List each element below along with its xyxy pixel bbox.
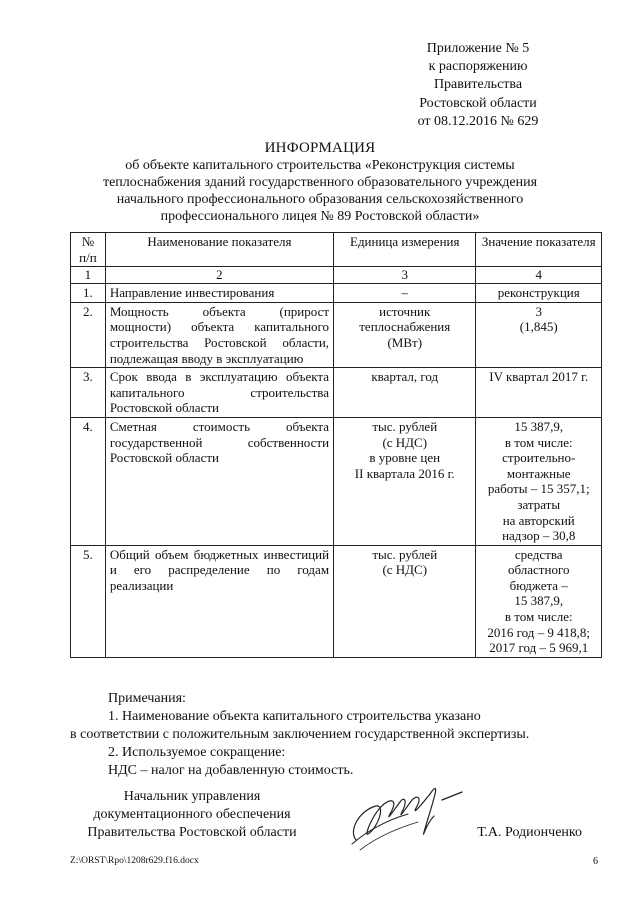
row-value: средства областного бюджета – 15 387,9, в том числе: 2016 год – 9 418,8; 2017 год – 5 969,1 bbox=[476, 545, 602, 657]
row-name: Направление инвестирования bbox=[105, 284, 333, 303]
column-number-row bbox=[71, 267, 602, 284]
row-value: 3 (1,845) bbox=[476, 302, 602, 367]
title-heading: ИНФОРМАЦИЯ bbox=[264, 140, 376, 156]
appendix-line: к распоряжению bbox=[428, 59, 528, 75]
row-unit: – bbox=[334, 284, 476, 303]
document-title bbox=[70, 140, 570, 225]
table-row bbox=[71, 417, 602, 545]
column-number: 3 bbox=[334, 267, 476, 284]
note-2: 2. Используемое сокращение: bbox=[108, 745, 286, 760]
row-value: реконструкция bbox=[476, 284, 602, 303]
appendix-line: Правительства bbox=[433, 77, 523, 93]
row-unit: тыс. рублей (с НДС) bbox=[334, 545, 476, 657]
column-number: 4 bbox=[476, 267, 602, 284]
file-path: Z:\ORST\Rpo\1208r629.f16.docx bbox=[70, 856, 199, 866]
header-value: Значение показателя bbox=[476, 233, 602, 267]
row-name: Общий объем бюджетных инвестиций и его распределение по годам реализации bbox=[105, 545, 333, 657]
row-name: Срок ввода в эксплуатацию объекта капитального строительства Ростовской области bbox=[105, 368, 333, 418]
table-row bbox=[71, 545, 602, 657]
column-number: 2 bbox=[105, 267, 333, 284]
row-unit: источник теплоснабжения (МВт) bbox=[334, 302, 476, 367]
table-row bbox=[71, 284, 602, 303]
row-num: 2. bbox=[71, 302, 106, 367]
signer-line: документационного обеспечения bbox=[93, 807, 291, 822]
signer-line: Правительства Ростовской области bbox=[87, 825, 297, 840]
title-line: начального профессионального образования сельскохозяйственного bbox=[116, 192, 524, 207]
header-num: № п/п bbox=[71, 233, 106, 267]
row-unit: тыс. рублей (с НДС) в уровне цен II квартала 2016 г. bbox=[334, 417, 476, 545]
header-unit: Единица измерения bbox=[334, 233, 476, 267]
table-row bbox=[71, 368, 602, 418]
row-name: Сметная стоимость объекта государственной собственности Ростовской области bbox=[105, 417, 333, 545]
row-unit: квартал, год bbox=[334, 368, 476, 418]
row-num: 3. bbox=[71, 368, 106, 418]
signer-line: Начальник управления bbox=[123, 789, 261, 804]
appendix-line: от 08.12.2016 № 629 bbox=[417, 113, 539, 129]
handwritten-signature bbox=[338, 770, 468, 860]
notes-heading: Примечания: bbox=[108, 691, 186, 706]
header-name: Наименование показателя bbox=[105, 233, 333, 267]
note-2-detail: НДС – налог на добавленную стоимость. bbox=[108, 763, 354, 778]
column-number: 1 bbox=[71, 267, 106, 284]
title-line: об объекте капитального строительства «Реконструкция системы bbox=[125, 158, 515, 173]
notes-block bbox=[70, 690, 600, 780]
signer-name: Т.А. Родионченко bbox=[477, 825, 582, 840]
title-line: профессионального лицея № 89 Ростовской области» bbox=[160, 209, 480, 224]
row-name: Мощность объекта (прирост мощности) объекта капитального строительства Ростовской области, подлежащая вводу в эксплуатацию bbox=[105, 302, 333, 367]
page-number: 6 bbox=[593, 856, 598, 867]
row-value: 15 387,9, в том числе: строительно- монтажные работы – 15 357,1; затраты на авторский надзор – 30,8 bbox=[476, 417, 602, 545]
appendix-block bbox=[378, 40, 578, 131]
title-line: теплоснабжения зданий государственного образовательного учреждения bbox=[102, 175, 538, 190]
table-header-row bbox=[71, 233, 602, 267]
row-value: IV квартал 2017 г. bbox=[476, 368, 602, 418]
note-1-continuation: в соответствии с положительным заключением государственной экспертизы. bbox=[70, 727, 530, 742]
appendix-line: Ростовской области bbox=[419, 95, 537, 111]
table-row bbox=[71, 302, 602, 367]
signer-title bbox=[62, 788, 322, 842]
row-num: 1. bbox=[71, 284, 106, 303]
row-num: 5. bbox=[71, 545, 106, 657]
note-1: 1. Наименование объекта капитального строительства указано bbox=[108, 709, 481, 724]
appendix-line: Приложение № 5 bbox=[426, 41, 530, 56]
info-table bbox=[70, 232, 602, 658]
row-num: 4. bbox=[71, 417, 106, 545]
